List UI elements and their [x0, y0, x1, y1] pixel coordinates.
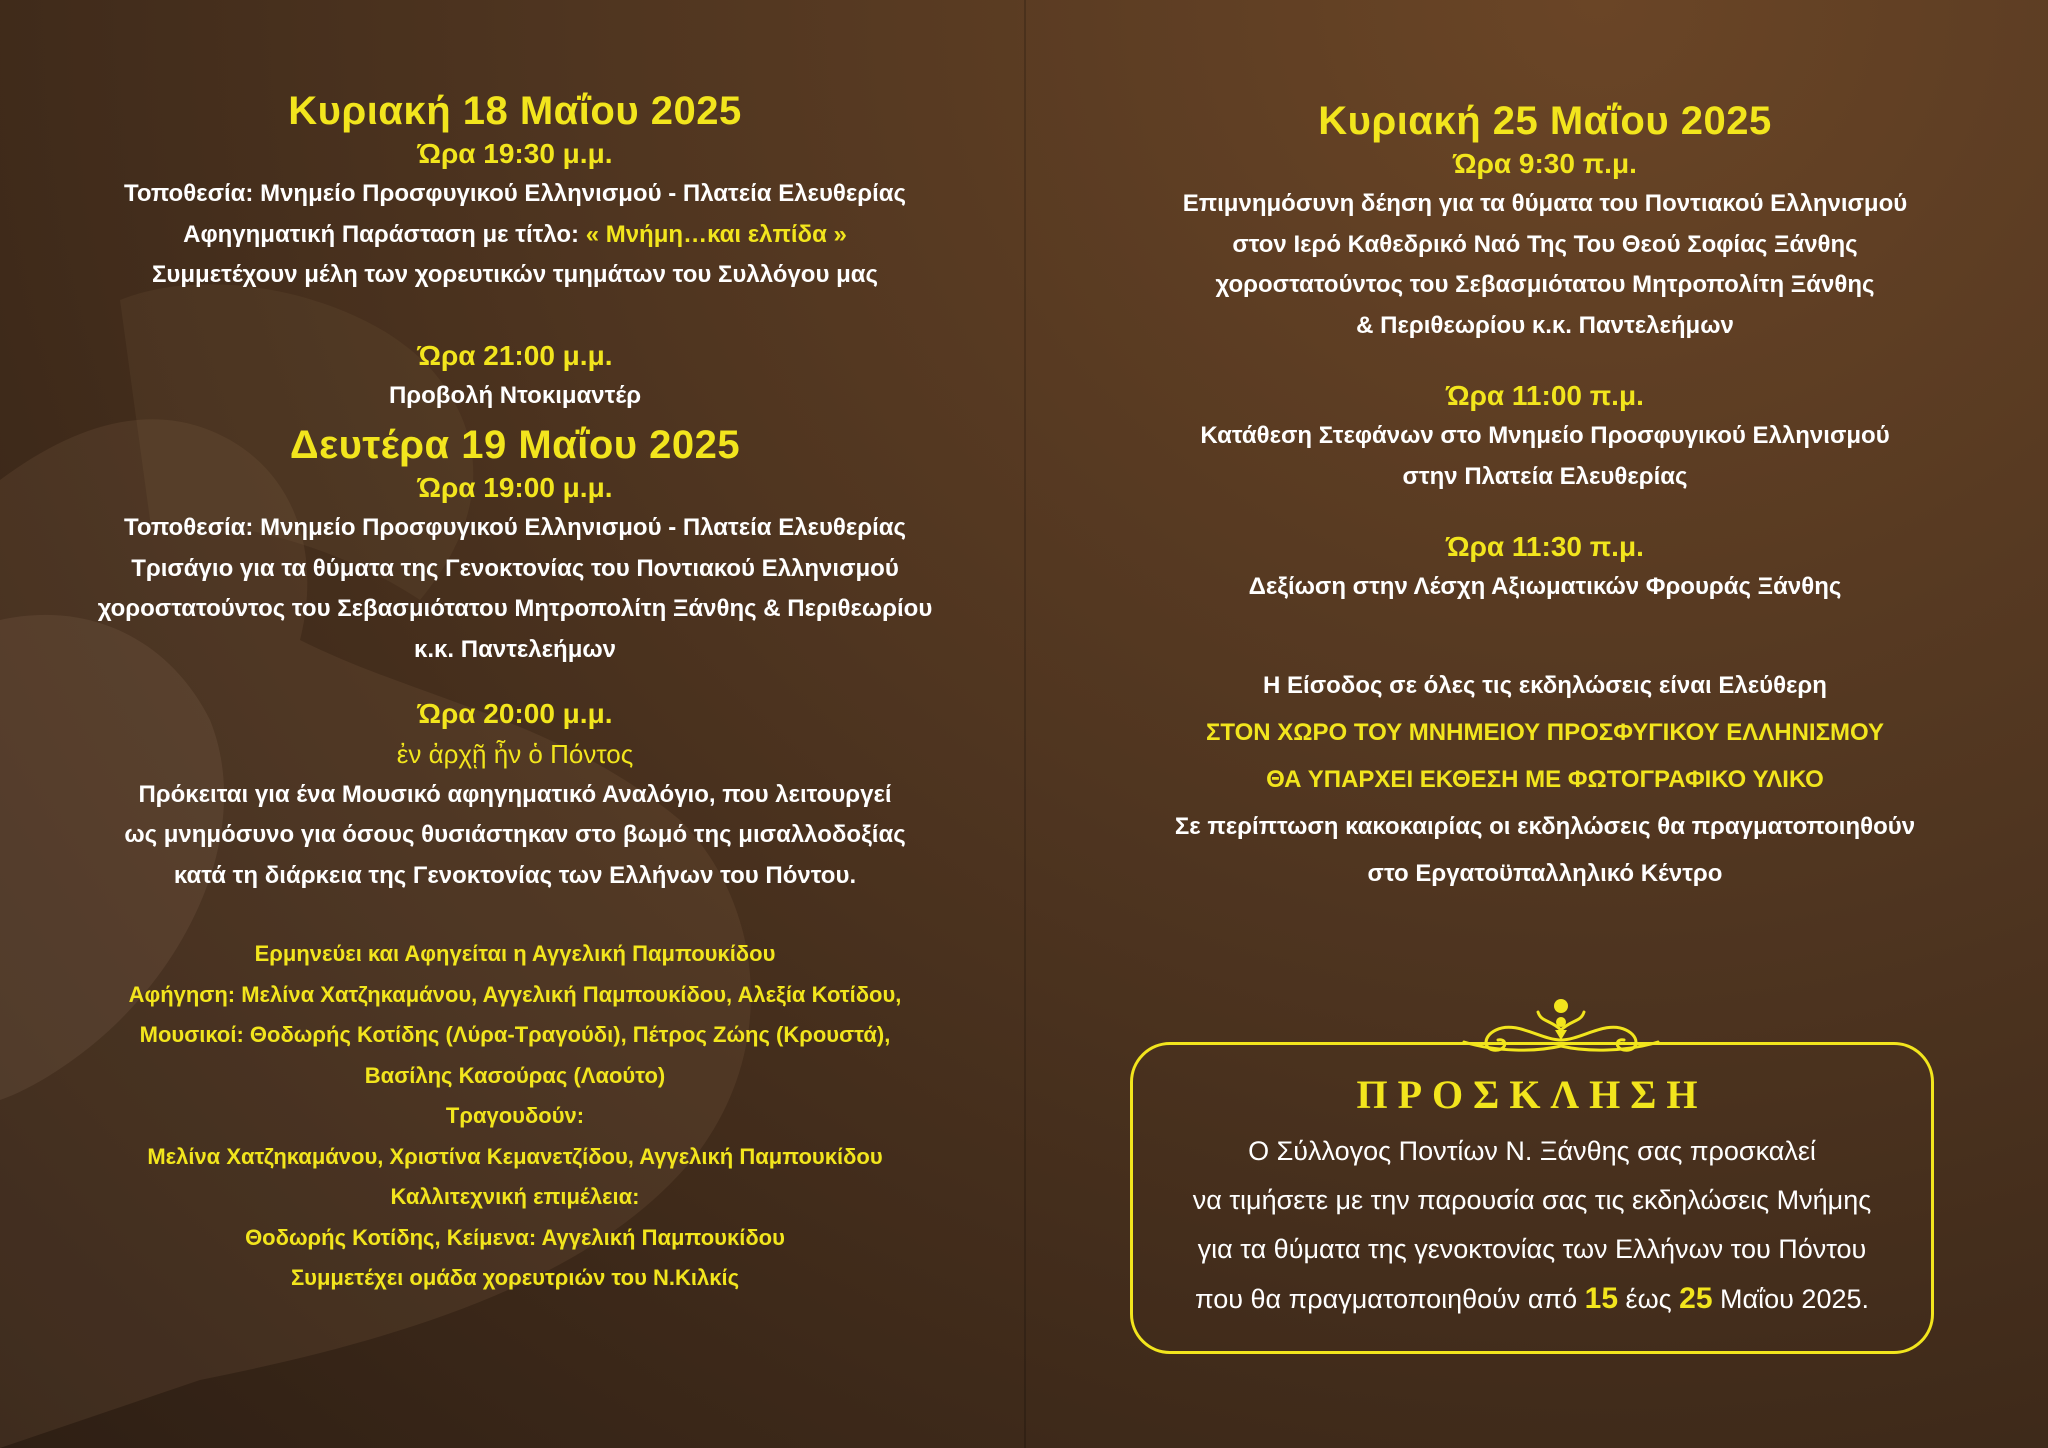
invitation-box: [1130, 1042, 1934, 1354]
invitation-text: Μαΐου 2025.: [1712, 1284, 1869, 1314]
credit-line: Καλλιτεχνική επιμέλεια:: [390, 1184, 640, 1209]
left-panel: [40, 88, 990, 1299]
time-heading: Ώρα 21:00 μ.μ.: [417, 339, 613, 371]
day-heading-3: Κυριακή 25 Μαΐου 2025: [1318, 99, 1772, 143]
location-line: Τοποθεσία: Μνημείο Προσφυγικού Ελληνισμού - Πλατεία Ελευθερίας: [123, 514, 907, 541]
wreaths-line: Κατάθεση Στεφάνων στο Μνημείο Προσφυγικού Ελληνισμού: [1200, 422, 1890, 449]
screening-line: Προβολή Ντοκιμαντέρ: [388, 381, 642, 409]
time-heading: Ώρα 11:30 π.μ.: [1446, 531, 1644, 562]
credit-line: Ερμηνεύει και Αφηγείται η Αγγελική Παμπουκίδου: [254, 941, 776, 966]
credit-line: Μουσικοί: Θοδωρής Κοτίδης (Λύρα-Τραγούδι), Πέτρος Ζώης (Κρουστά),: [139, 1022, 891, 1047]
credit-line: Συμμετέχει ομάδα χορευτριών του Ν.Κιλκίς: [290, 1265, 740, 1290]
trisagion-line: κ.κ. Παντελεήμων: [413, 635, 616, 663]
invitation-line: [1133, 1274, 1931, 1324]
credit-line: Μελίνα Χατζηκαμάνου, Χριστίνα Κεμανετζίδου, Αγγελική Παμπουκίδου: [147, 1143, 883, 1169]
start-day: 15: [1584, 1282, 1619, 1315]
fold-line: [1024, 0, 1026, 1448]
performance-title: « Μνήμη…και ελπίδα »: [585, 220, 847, 248]
invitation-line: να τιμήσετε με την παρουσία σας τις εκδηλώσεις Μνήμης: [1192, 1185, 1872, 1215]
memorial-line: & Περιθεωρίου κ.κ. Παντελεήμων: [1356, 311, 1734, 339]
invitation-line: Ο Σύλλογος Ποντίων Ν. Ξάνθης σας προσκαλεί: [1248, 1136, 1816, 1166]
day-heading-2: Δευτέρα 19 Μαΐου 2025: [289, 423, 741, 467]
invitation-text: έως: [1618, 1284, 1680, 1314]
reception-line: Δεξίωση στην Λέσχη Αξιωματικών Φρουράς Ξάνθης: [1248, 573, 1842, 600]
time-heading: Ώρα 9:30 π.μ.: [1453, 148, 1637, 179]
invitation-line: για τα θύματα της γενοκτονίας των Ελλήνων του Πόντου: [1197, 1234, 1867, 1264]
credit-line: Τραγουδούν:: [445, 1103, 585, 1128]
free-entry-notice: Η Είσοδος σε όλες τις εκδηλώσεις είναι Ελεύθερη: [1263, 671, 1827, 699]
invitation-body: [1133, 1127, 1931, 1324]
description-line: Πρόκειται για ένα Μουσικό αφηγηματικό Αναλόγιο, που λειτουργεί: [138, 780, 892, 808]
right-panel: [1080, 98, 2010, 897]
time-heading: Ώρα 19:30 μ.μ.: [417, 138, 613, 169]
exhibition-notice: ΘΑ ΥΠΑΡΧΕΙ ΕΚΘΕΣΗ ΜΕ ΦΩΤΟΓΡΑΦΙΚΟ ΥΛΙΚΟ: [1266, 765, 1824, 793]
description-line: ως μνημόσυνο για όσους θυσιάστηκαν στο βωμό της μισαλλοδοξίας: [124, 821, 906, 848]
time-heading: Ώρα 11:00 π.μ.: [1446, 380, 1644, 411]
description-line: κατά τη διάρκεια της Γενοκτονίας των Ελλήνων του Πόντου.: [173, 861, 857, 889]
performance-line: [40, 215, 990, 256]
ancient-quote: ἐν ἀρχῇ ἦν ὁ Πόντος: [396, 739, 634, 769]
invitation-title: ΠΡΟΣΚΛΗΣΗ: [1356, 1072, 1708, 1117]
weather-notice: Σε περίπτωση κακοκαιρίας οι εκδηλώσεις θα πραγματοποιηθούν: [1174, 812, 1916, 840]
location-line: Τοποθεσία: Μνημείο Προσφυγικού Ελληνισμού - Πλατεία Ελευθερίας: [123, 180, 907, 207]
exhibition-notice: ΣΤΟΝ ΧΩΡΟ ΤΟΥ ΜΝΗΜΕΙΟΥ ΠΡΟΣΦΥΓΙΚΟΥ ΕΛΛΗΝΙΣΜΟΥ: [1206, 718, 1884, 746]
credit-line: Αφήγηση: Μελίνα Χατζηκαμάνου, Αγγελική Παμπουκίδου, Αλεξία Κοτίδου,: [128, 981, 902, 1007]
participants-line: Συμμετέχουν μέλη των χορευτικών τμημάτων του Συλλόγου μας: [151, 261, 878, 288]
credit-line: Θοδωρής Κοτίδης, Κείμενα: Αγγελική Παμπουκίδου: [245, 1224, 785, 1250]
time-heading: Ώρα 19:00 μ.μ.: [417, 472, 613, 503]
day-heading-1: Κυριακή 18 Μαΐου 2025: [288, 89, 742, 133]
end-day: 25: [1679, 1282, 1713, 1315]
trisagion-line: Τρισάγιο για τα θύματα της Γενοκτονίας του Ποντιακού Ελληνισμού: [131, 554, 899, 582]
time-heading: Ώρα 20:00 μ.μ.: [417, 698, 613, 729]
memorial-line: στον Ιερό Καθεδρικό Ναό Της Του Θεού Σοφίας Ξάνθης: [1232, 230, 1858, 258]
credit-line: Βασίλης Κασούρας (Λαούτο): [364, 1062, 666, 1088]
memorial-line: χοροστατούντος του Σεβασμιότατου Μητροπολίτη Ξάνθης: [1215, 271, 1875, 298]
weather-notice: στο Εργατοϋπαλληλικό Κέντρο: [1367, 859, 1723, 887]
performance-prefix: Αφηγηματική Παράσταση με τίτλο:: [183, 220, 586, 248]
memorial-line: Επιμνημόσυνη δέηση για τα θύματα του Ποντιακού Ελληνισμού: [1182, 190, 1908, 217]
invitation-text: που θα πραγματοποιηθούν από: [1194, 1284, 1585, 1314]
trisagion-line: χοροστατούντος του Σεβασμιότατου Μητροπολίτη Ξάνθης & Περιθεωρίου: [97, 595, 933, 622]
wreaths-line: στην Πλατεία Ελευθερίας: [1402, 462, 1688, 490]
